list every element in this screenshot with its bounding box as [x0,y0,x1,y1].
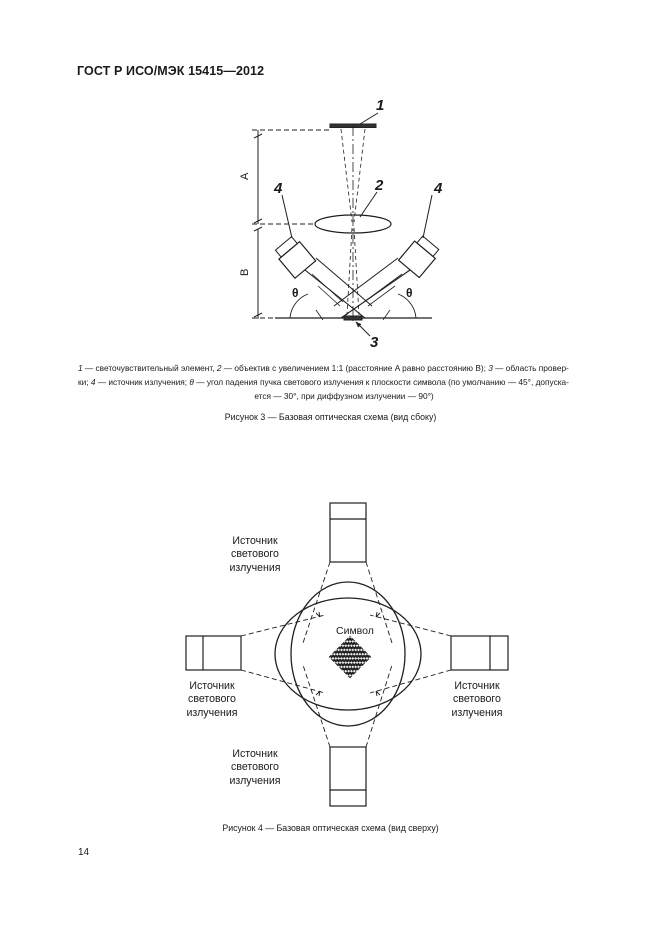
bottom-light-source [330,747,366,806]
source-label-left: Источник светового излучения [186,680,238,719]
label-B: B [239,268,251,276]
theta-left: θ [292,286,299,300]
label-3: 3 [370,334,379,350]
top-light-source [330,503,366,562]
source-label-right: Источник светового излучения [451,680,503,719]
right-light-source [399,234,442,277]
figure-3-legend: 1 — светочувствительный элемент, 2 — объектив с увеличением 1:1 (расстояние A равно расстоянию B); 3 — область провер- ки; 4 — источник излучения; θ — угол падения пучка светового излучения к плоскости символа (по умолчанию — 45°, допуска- ется — 30°, при диффузном излучении — 90°) [78,363,569,401]
label-2: 2 [375,177,384,194]
symbol-label: Символ [336,625,374,637]
figure-4-caption: Рисунок 4 — Базовая оптическая схема (вид сверху) [222,823,439,833]
page-number: 14 [78,847,90,858]
label-1: 1 [376,97,385,114]
label-A: A [239,172,251,180]
right-light-source [451,636,508,670]
figure-3-caption: Рисунок 3 — Базовая оптическая схема (вид сбоку) [224,412,437,422]
label-4-left: 4 [274,180,283,197]
document-header: ГОСТ Р ИСО/МЭК 15415—2012 [77,64,265,78]
left-light-source [186,636,241,670]
source-label-bottom: Источник светового излучения [229,748,281,787]
left-light-source [273,235,316,278]
theta-right: θ [406,286,413,300]
symbol-data-matrix [329,636,371,678]
figure-3-side-view-diagram [220,88,450,350]
label-4-right: 4 [434,180,443,197]
inspection-area [344,316,362,320]
source-label-top: Источник светового излучения [229,535,281,574]
